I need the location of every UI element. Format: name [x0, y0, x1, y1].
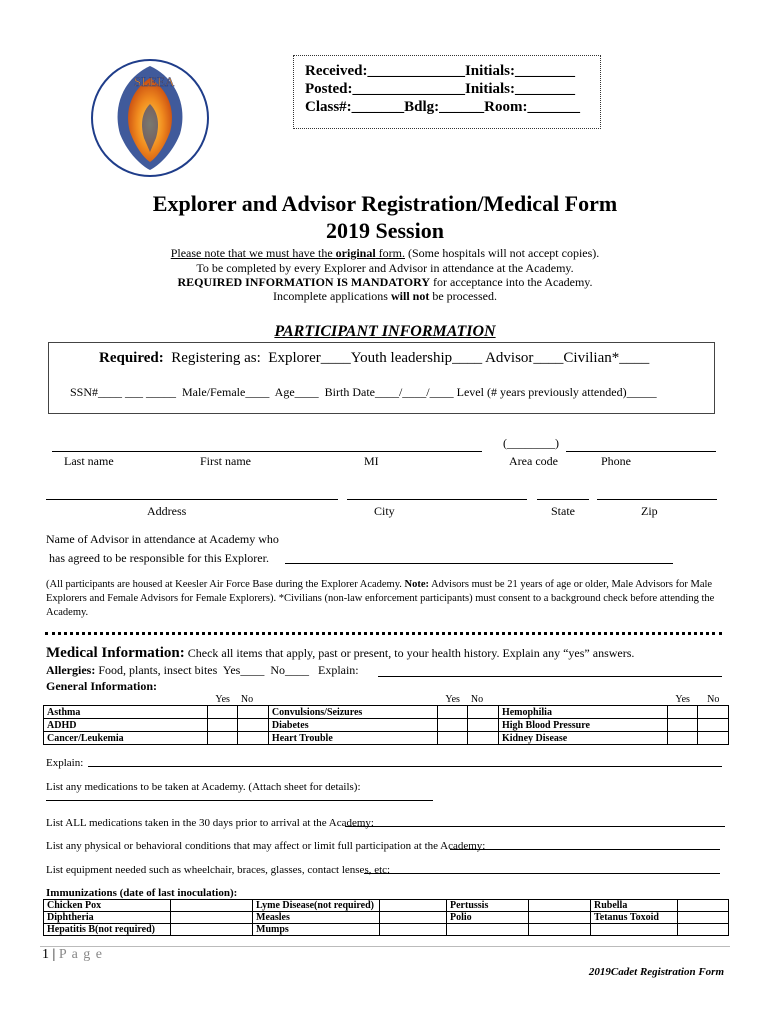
condition-heart: Heart Trouble	[268, 732, 437, 745]
participant-section-title: PARTICIPANT INFORMATION	[274, 323, 496, 340]
imm-measles: Measles	[253, 912, 380, 924]
yes-checkbox[interactable]	[207, 706, 238, 719]
yes-checkbox[interactable]	[437, 732, 468, 745]
table-row	[44, 912, 729, 924]
imm-date[interactable]	[171, 900, 253, 912]
imm-empty	[591, 924, 678, 936]
table-row	[44, 900, 729, 912]
allergies-line[interactable]: Allergies: Food, plants, insect bites Yes____ No____ Explain:	[46, 663, 359, 677]
no-checkbox[interactable]	[698, 732, 729, 745]
condition-asthma: Asthma	[44, 706, 208, 719]
state-field[interactable]	[537, 499, 589, 500]
conditions-field[interactable]	[450, 849, 720, 850]
immunizations-table	[43, 899, 729, 936]
imm-lyme: Lyme Disease(not required)	[253, 900, 380, 912]
posted-line[interactable]: Posted:_______________Initials:________	[305, 81, 575, 97]
advisor-label-1: Name of Advisor in attendance at Academy who	[46, 532, 279, 546]
condition-kidney: Kidney Disease	[498, 732, 667, 745]
registering-line[interactable]: Required: Registering as: Explorer____Youth leadership____ Advisor____Civilian*____	[99, 350, 650, 366]
no-checkbox[interactable]	[238, 732, 269, 745]
advisor-name-field[interactable]	[285, 563, 673, 564]
note-original: Please note that we must have the original form. (Some hospitals will not accept copies).	[170, 246, 600, 260]
table-row	[44, 732, 729, 745]
section-divider	[45, 632, 722, 635]
medications-30-field[interactable]	[345, 826, 725, 827]
imm-chicken-pox: Chicken Pox	[44, 900, 171, 912]
note-incomplete: Incomplete applications will not be processed.	[273, 289, 497, 303]
medications-field[interactable]	[46, 800, 433, 801]
address-field[interactable]	[46, 499, 338, 500]
yes-checkbox[interactable]	[437, 706, 468, 719]
last-name-label: Last name	[64, 454, 114, 468]
equipment-label: List equipment needed such as wheelchair, braces, glasses, contact lenses, etc:	[46, 864, 391, 876]
ssn-line[interactable]: SSN#____ ___ _____ Male/Female____ Age____ Birth Date____/____/____ Level (# years previously attended)_____	[70, 385, 657, 399]
advisor-label-2: has agreed to be responsible for this Explorer.	[49, 551, 269, 565]
housing-note: (All participants are housed at Keesler Air Force Base during the Explorer Academy. Note: Advisors must be 21 years of age or older, Male Advisors for Male Explorers and Female Advisors for Female Explorers). *Civilians (non-law enforcement participants) must consent to a background check before attending the Academy.	[46, 579, 715, 618]
no-checkbox[interactable]	[468, 706, 499, 719]
condition-seizures: Convulsions/Seizures	[268, 706, 437, 719]
page-number: 1 | P a g e	[42, 947, 104, 962]
imm-date[interactable]	[380, 912, 447, 924]
area-code-label: Area code	[509, 454, 558, 468]
name-field[interactable]	[52, 451, 482, 452]
no-header: No	[240, 693, 254, 705]
medical-heading: Medical Information: Check all items that apply, past or present, to your health history. Explain any “yes” answers.	[46, 645, 635, 661]
required-box	[48, 342, 715, 414]
first-name-label: First name	[200, 454, 251, 468]
no-checkbox[interactable]	[238, 719, 269, 732]
medical-history-table	[43, 693, 729, 745]
medications-30-label: List ALL medications taken in the 30 days prior to arrival at the Academy:	[46, 817, 374, 829]
table-row	[44, 719, 729, 732]
yes-checkbox[interactable]	[667, 719, 698, 732]
class-line[interactable]: Class#:_______Bdlg:______Room:_______	[305, 99, 581, 115]
imm-date[interactable]	[529, 900, 591, 912]
form-session: 2019 Session	[326, 218, 444, 243]
imm-date[interactable]	[678, 924, 729, 936]
medications-label: List any medications to be taken at Academy. (Attach sheet for details):	[46, 781, 361, 793]
sleea-logo	[84, 48, 216, 188]
imm-date[interactable]	[678, 912, 729, 924]
footer-rule	[40, 946, 730, 947]
phone-label: Phone	[601, 454, 631, 468]
note-complete: To be completed by every Explorer and Advisor in attendance at the Academy.	[196, 261, 574, 275]
conditions-label: List any physical or behavioral conditions that may affect or limit full participation at the Academy:	[46, 840, 486, 852]
yes-header: Yes	[445, 693, 460, 705]
no-checkbox[interactable]	[698, 706, 729, 719]
immunizations-title: Immunizations (date of last inoculation):	[46, 887, 238, 899]
address-label: Address	[147, 504, 187, 518]
note-mandatory: REQUIRED INFORMATION IS MANDATORY for acceptance into the Academy.	[177, 275, 593, 289]
imm-polio: Polio	[447, 912, 529, 924]
no-checkbox[interactable]	[468, 719, 499, 732]
allergies-explain-field[interactable]	[378, 676, 722, 677]
imm-date[interactable]	[529, 924, 591, 936]
footer-form-name: 2019Cadet Registration Form	[588, 966, 724, 978]
explain-label: Explain:	[46, 757, 84, 769]
imm-tetanus: Tetanus Toxoid	[591, 912, 678, 924]
no-header: No	[470, 693, 484, 705]
yes-checkbox[interactable]	[437, 719, 468, 732]
state-label: State	[551, 504, 575, 518]
yes-header: Yes	[215, 693, 230, 705]
condition-diabetes: Diabetes	[268, 719, 437, 732]
imm-hepatitis-b: Hepatitis B(not required)	[44, 924, 171, 936]
condition-high-blood-pressure: High Blood Pressure	[498, 719, 667, 732]
explain-field[interactable]	[88, 766, 722, 767]
imm-date[interactable]	[171, 924, 253, 936]
no-checkbox[interactable]	[238, 706, 269, 719]
yes-checkbox[interactable]	[667, 706, 698, 719]
no-checkbox[interactable]	[698, 719, 729, 732]
condition-adhd: ADHD	[44, 719, 208, 732]
svg-text:SLEEA: SLEEA	[134, 74, 175, 89]
yes-checkbox[interactable]	[207, 732, 238, 745]
yes-checkbox[interactable]	[207, 719, 238, 732]
city-field[interactable]	[347, 499, 527, 500]
phone-field[interactable]	[566, 451, 716, 452]
form-title: Explorer and Advisor Registration/Medical Form	[152, 191, 618, 216]
imm-date[interactable]	[529, 912, 591, 924]
received-line[interactable]: Received:_____________Initials:________	[305, 63, 575, 79]
no-header: No	[707, 693, 720, 705]
yes-checkbox[interactable]	[667, 732, 698, 745]
imm-diphtheria: Diphtheria	[44, 912, 171, 924]
no-checkbox[interactable]	[468, 732, 499, 745]
city-label: City	[374, 504, 395, 518]
table-row	[44, 706, 729, 719]
office-use-box	[293, 55, 601, 129]
imm-date[interactable]	[678, 900, 729, 912]
imm-date[interactable]	[380, 900, 447, 912]
condition-hemophilia: Hemophilia	[498, 706, 667, 719]
imm-pertussis: Pertussis	[447, 900, 529, 912]
equipment-field[interactable]	[364, 873, 720, 874]
table-row	[44, 924, 729, 936]
imm-rubella: Rubella	[591, 900, 678, 912]
imm-empty	[447, 924, 529, 936]
zip-field[interactable]	[597, 499, 717, 500]
condition-cancer: Cancer/Leukemia	[44, 732, 208, 745]
imm-mumps: Mumps	[253, 924, 380, 936]
zip-label: Zip	[641, 504, 658, 518]
general-info-label: General Information:	[46, 679, 157, 693]
mi-label: MI	[364, 454, 379, 468]
imm-date[interactable]	[171, 912, 253, 924]
yes-header: Yes	[675, 693, 690, 705]
area-code-field[interactable]: (________)	[503, 436, 559, 450]
imm-date[interactable]	[380, 924, 447, 936]
